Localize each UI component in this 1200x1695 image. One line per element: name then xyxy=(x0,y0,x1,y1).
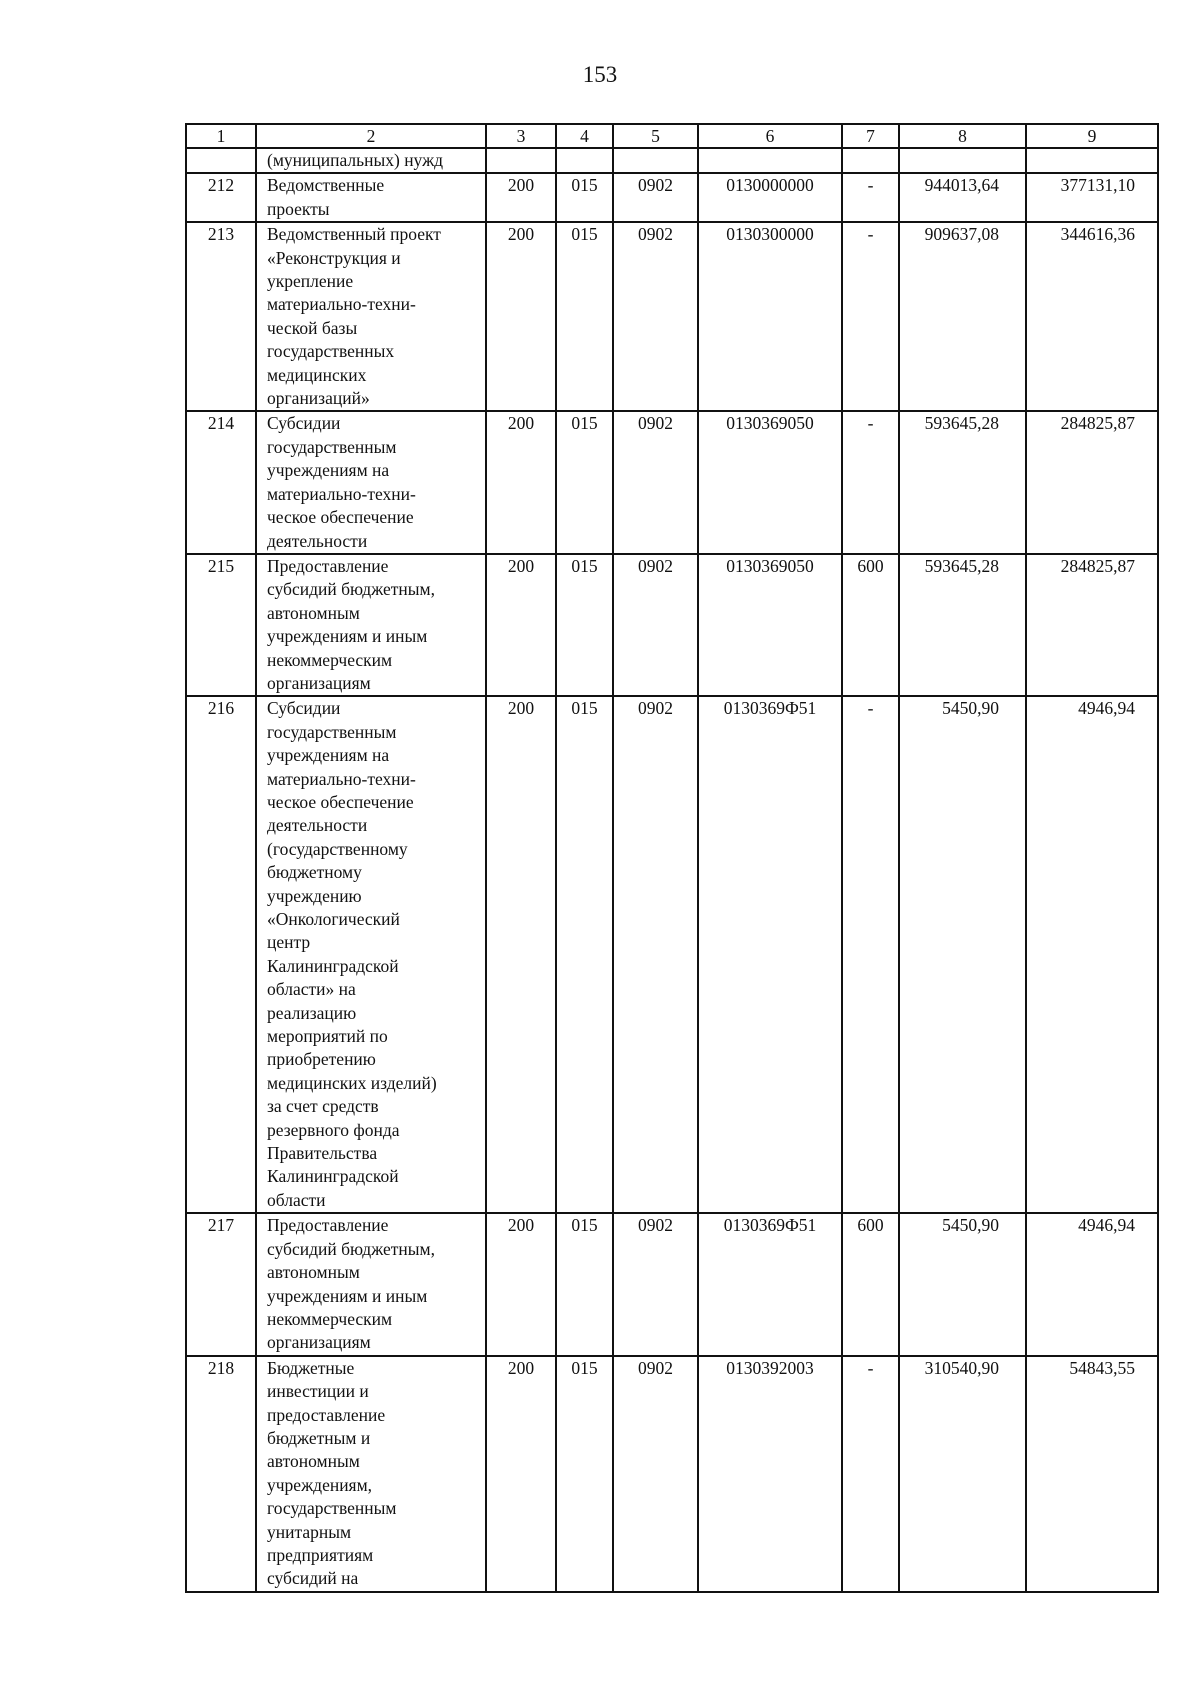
target-article-cell: 0130369050 xyxy=(698,554,842,696)
table-row xyxy=(186,411,1158,553)
code-cell xyxy=(556,148,613,173)
column-header: 6 xyxy=(698,124,842,148)
row-number-cell xyxy=(186,148,256,173)
expense-type-cell: 600 xyxy=(842,554,899,696)
amount-cell: 284825,87 xyxy=(1026,411,1158,553)
table-row xyxy=(186,1356,1158,1592)
code-cell: 0902 xyxy=(613,173,698,222)
amount-cell: 284825,87 xyxy=(1026,554,1158,696)
code-cell: 200 xyxy=(486,173,556,222)
column-header: 9 xyxy=(1026,124,1158,148)
amount-cell: 593645,28 xyxy=(899,411,1026,553)
code-cell: 0902 xyxy=(613,411,698,553)
amount-cell: 344616,36 xyxy=(1026,222,1158,411)
amount-cell xyxy=(1026,148,1158,173)
amount-cell: 4946,94 xyxy=(1026,696,1158,1213)
code-cell xyxy=(486,148,556,173)
target-article-cell: 0130369Ф51 xyxy=(698,1213,842,1355)
code-cell: 0902 xyxy=(613,696,698,1213)
column-header: 4 xyxy=(556,124,613,148)
code-cell: 0902 xyxy=(613,554,698,696)
amount-cell: 593645,28 xyxy=(899,554,1026,696)
code-cell: 200 xyxy=(486,1213,556,1355)
amount-cell: 377131,10 xyxy=(1026,173,1158,222)
page-number: 153 xyxy=(582,62,618,87)
amount-cell: 5450,90 xyxy=(899,1213,1026,1355)
target-article-cell: 0130392003 xyxy=(698,1356,842,1592)
code-cell: 0902 xyxy=(613,1213,698,1355)
column-header: 8 xyxy=(899,124,1026,148)
item-name-cell: Субсидии государственным учреждениям на материально-техни- ческое обеспечение деятельности (государственному бюджетному учреждению «Онкологический центр Калининградской области» на реализацию мероприятий по приобретению медицинских изделий) за счет средств резервного фонда Правительства Калининградской области xyxy=(256,696,486,1213)
item-name-cell: (муниципальных) нужд xyxy=(256,148,486,173)
code-cell: 015 xyxy=(556,1213,613,1355)
item-name-cell: Бюджетные инвестиции и предоставление бюджетным и автономным учреждениям, государственным унитарным предприятиям субсидий на xyxy=(256,1356,486,1592)
expense-type-cell: - xyxy=(842,411,899,553)
row-number-cell: 213 xyxy=(186,222,256,411)
expense-type-cell: - xyxy=(842,1356,899,1592)
expense-type-cell: - xyxy=(842,696,899,1213)
target-article-cell: 0130000000 xyxy=(698,173,842,222)
target-article-cell: 0130300000 xyxy=(698,222,842,411)
amount-cell: 4946,94 xyxy=(1026,1213,1158,1355)
code-cell xyxy=(613,148,698,173)
row-number-cell: 214 xyxy=(186,411,256,553)
code-cell: 0902 xyxy=(613,222,698,411)
expense-type-cell: - xyxy=(842,222,899,411)
column-header: 7 xyxy=(842,124,899,148)
table-row xyxy=(186,173,1158,222)
item-name-cell: Ведомственные проекты xyxy=(256,173,486,222)
amount-cell: 310540,90 xyxy=(899,1356,1026,1592)
table-row xyxy=(186,148,1158,173)
column-header: 1 xyxy=(186,124,256,148)
expense-type-cell: 600 xyxy=(842,1213,899,1355)
expense-type-cell: - xyxy=(842,173,899,222)
code-cell: 015 xyxy=(556,222,613,411)
amount-cell xyxy=(899,148,1026,173)
column-header: 2 xyxy=(256,124,486,148)
code-cell: 015 xyxy=(556,1356,613,1592)
code-cell: 015 xyxy=(556,554,613,696)
table-row xyxy=(186,554,1158,696)
amount-cell: 5450,90 xyxy=(899,696,1026,1213)
column-header: 5 xyxy=(613,124,698,148)
table-row xyxy=(186,1213,1158,1355)
code-cell: 200 xyxy=(486,696,556,1213)
table-row xyxy=(186,222,1158,411)
row-number-cell: 216 xyxy=(186,696,256,1213)
item-name-cell: Предоставление субсидий бюджетным, автономным учреждениям и иным некоммерческим организациям xyxy=(256,554,486,696)
code-cell: 200 xyxy=(486,554,556,696)
target-article-cell: 0130369Ф51 xyxy=(698,696,842,1213)
target-article-cell: 0130369050 xyxy=(698,411,842,553)
code-cell: 200 xyxy=(486,1356,556,1592)
column-header: 3 xyxy=(486,124,556,148)
code-cell: 200 xyxy=(486,222,556,411)
item-name-cell: Предоставление субсидий бюджетным, автономным учреждениям и иным некоммерческим организациям xyxy=(256,1213,486,1355)
item-name-cell: Субсидии государственным учреждениям на материально-техни- ческое обеспечение деятельности xyxy=(256,411,486,553)
amount-cell: 909637,08 xyxy=(899,222,1026,411)
expense-type-cell xyxy=(842,148,899,173)
row-number-cell: 217 xyxy=(186,1213,256,1355)
code-cell: 015 xyxy=(556,173,613,222)
row-number-cell: 212 xyxy=(186,173,256,222)
target-article-cell xyxy=(698,148,842,173)
item-name-cell: Ведомственный проект «Реконструкция и укрепление материально-техни- ческой базы государственных медицинских организаций» xyxy=(256,222,486,411)
code-cell: 200 xyxy=(486,411,556,553)
budget-table xyxy=(185,123,1159,1593)
amount-cell: 944013,64 xyxy=(899,173,1026,222)
row-number-cell: 218 xyxy=(186,1356,256,1592)
table-row xyxy=(186,696,1158,1213)
table-header-row xyxy=(186,124,1158,148)
amount-cell: 54843,55 xyxy=(1026,1356,1158,1592)
code-cell: 015 xyxy=(556,411,613,553)
code-cell: 015 xyxy=(556,696,613,1213)
code-cell: 0902 xyxy=(613,1356,698,1592)
row-number-cell: 215 xyxy=(186,554,256,696)
